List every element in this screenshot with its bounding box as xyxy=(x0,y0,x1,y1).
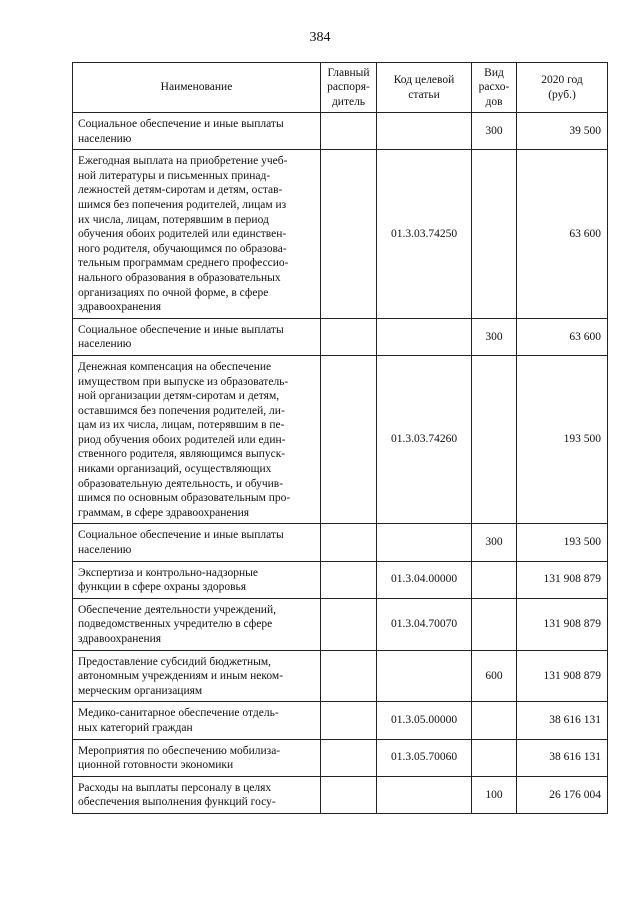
cell-kind: 600 xyxy=(472,650,517,702)
header-kind: Вид расхо- дов xyxy=(472,63,517,113)
header-code: Код целевой статьи xyxy=(377,63,472,113)
page-number: 384 xyxy=(309,30,331,45)
table-row xyxy=(73,650,608,702)
cell-code: 01.3.05.70060 xyxy=(377,739,472,776)
cell-name: Расходы на выплаты персоналу в целях обеспечения выполнения функций госу- xyxy=(73,776,321,813)
table-row xyxy=(73,776,608,813)
cell-name: Обеспечение деятельности учреждений, подведомственных учредителю в сфере здравоохранения xyxy=(73,598,321,650)
cell-name: Ежегодная выплата на приобретение учеб- ной литературы и письменных принад- лежностей детям-сиротам и детям, остав- шимся без попечения родителей, лицам из их числа, лицам, потерявшим в период обучения обоих родителей или единствен- ного родителя, обучающимся по образова- тельным программам среднего профессио- нального образования в образовательных организациях по очной форме, в сфере здравоохранения xyxy=(73,150,321,319)
cell-kind xyxy=(472,561,517,598)
cell-name: Социальное обеспечение и иные выплаты населению xyxy=(73,318,321,355)
table-row xyxy=(73,561,608,598)
cell-admin xyxy=(321,650,377,702)
cell-admin xyxy=(321,561,377,598)
table-row xyxy=(73,524,608,561)
cell-kind xyxy=(472,355,517,524)
cell-kind: 100 xyxy=(472,776,517,813)
cell-amount: 131 908 879 xyxy=(517,561,608,598)
cell-code: 01.3.04.00000 xyxy=(377,561,472,598)
cell-amount: 38 616 131 xyxy=(517,702,608,739)
table-row xyxy=(73,318,608,355)
header-name: Наименование xyxy=(73,63,321,113)
cell-code xyxy=(377,524,472,561)
table-row xyxy=(73,598,608,650)
cell-amount: 131 908 879 xyxy=(517,650,608,702)
table-row xyxy=(73,355,608,524)
cell-amount: 131 908 879 xyxy=(517,598,608,650)
table-header-row xyxy=(73,63,608,113)
table-row xyxy=(73,739,608,776)
cell-name: Медико-санитарное обеспечение отдель- ных категорий граждан xyxy=(73,702,321,739)
cell-amount: 38 616 131 xyxy=(517,739,608,776)
budget-table xyxy=(72,62,608,814)
cell-name: Социальное обеспечение и иные выплаты населению xyxy=(73,113,321,150)
cell-code: 01.3.03.74250 xyxy=(377,150,472,319)
cell-admin xyxy=(321,150,377,319)
header-admin: Главный распоря- дитель xyxy=(321,63,377,113)
cell-amount: 193 500 xyxy=(517,355,608,524)
table-row xyxy=(73,113,608,150)
cell-admin xyxy=(321,113,377,150)
cell-kind xyxy=(472,598,517,650)
cell-amount: 63 600 xyxy=(517,150,608,319)
cell-admin xyxy=(321,318,377,355)
table-row xyxy=(73,150,608,319)
cell-kind: 300 xyxy=(472,524,517,561)
table-body xyxy=(73,113,608,814)
cell-name: Социальное обеспечение и иные выплаты населению xyxy=(73,524,321,561)
cell-kind: 300 xyxy=(472,318,517,355)
cell-kind xyxy=(472,702,517,739)
cell-code xyxy=(377,776,472,813)
cell-kind xyxy=(472,739,517,776)
cell-code xyxy=(377,113,472,150)
cell-admin xyxy=(321,355,377,524)
cell-amount: 193 500 xyxy=(517,524,608,561)
cell-admin xyxy=(321,739,377,776)
cell-amount: 39 500 xyxy=(517,113,608,150)
cell-code xyxy=(377,650,472,702)
cell-kind: 300 xyxy=(472,113,517,150)
cell-code: 01.3.04.70070 xyxy=(377,598,472,650)
cell-kind xyxy=(472,150,517,319)
cell-amount: 26 176 004 xyxy=(517,776,608,813)
cell-name: Экспертиза и контрольно-надзорные функции в сфере охраны здоровья xyxy=(73,561,321,598)
cell-code: 01.3.05.00000 xyxy=(377,702,472,739)
cell-admin xyxy=(321,702,377,739)
cell-admin xyxy=(321,776,377,813)
cell-code xyxy=(377,318,472,355)
cell-name: Предоставление субсидий бюджетным, автономным учреждениям и иным неком- мерческим организациям xyxy=(73,650,321,702)
cell-admin xyxy=(321,598,377,650)
cell-name: Мероприятия по обеспечению мобилиза- ционной готовности экономики xyxy=(73,739,321,776)
cell-code: 01.3.03.74260 xyxy=(377,355,472,524)
table-row xyxy=(73,702,608,739)
header-year: 2020 год (руб.) xyxy=(517,63,608,113)
cell-amount: 63 600 xyxy=(517,318,608,355)
cell-admin xyxy=(321,524,377,561)
cell-name: Денежная компенсация на обеспечение имуществом при выпуске из образователь- ной организации детям-сиротам и детям, оставшимся без попечения родителей, ли- цам из их числа, лицам, потерявшим в пе- риод обучения обоих родителей или един- ственного родителя, являющимся выпуск- никами организаций, осуществляющих образовательную деятельность, и обучив- шимся по основным образовательным про- граммам, в сфере здравоохранения xyxy=(73,355,321,524)
